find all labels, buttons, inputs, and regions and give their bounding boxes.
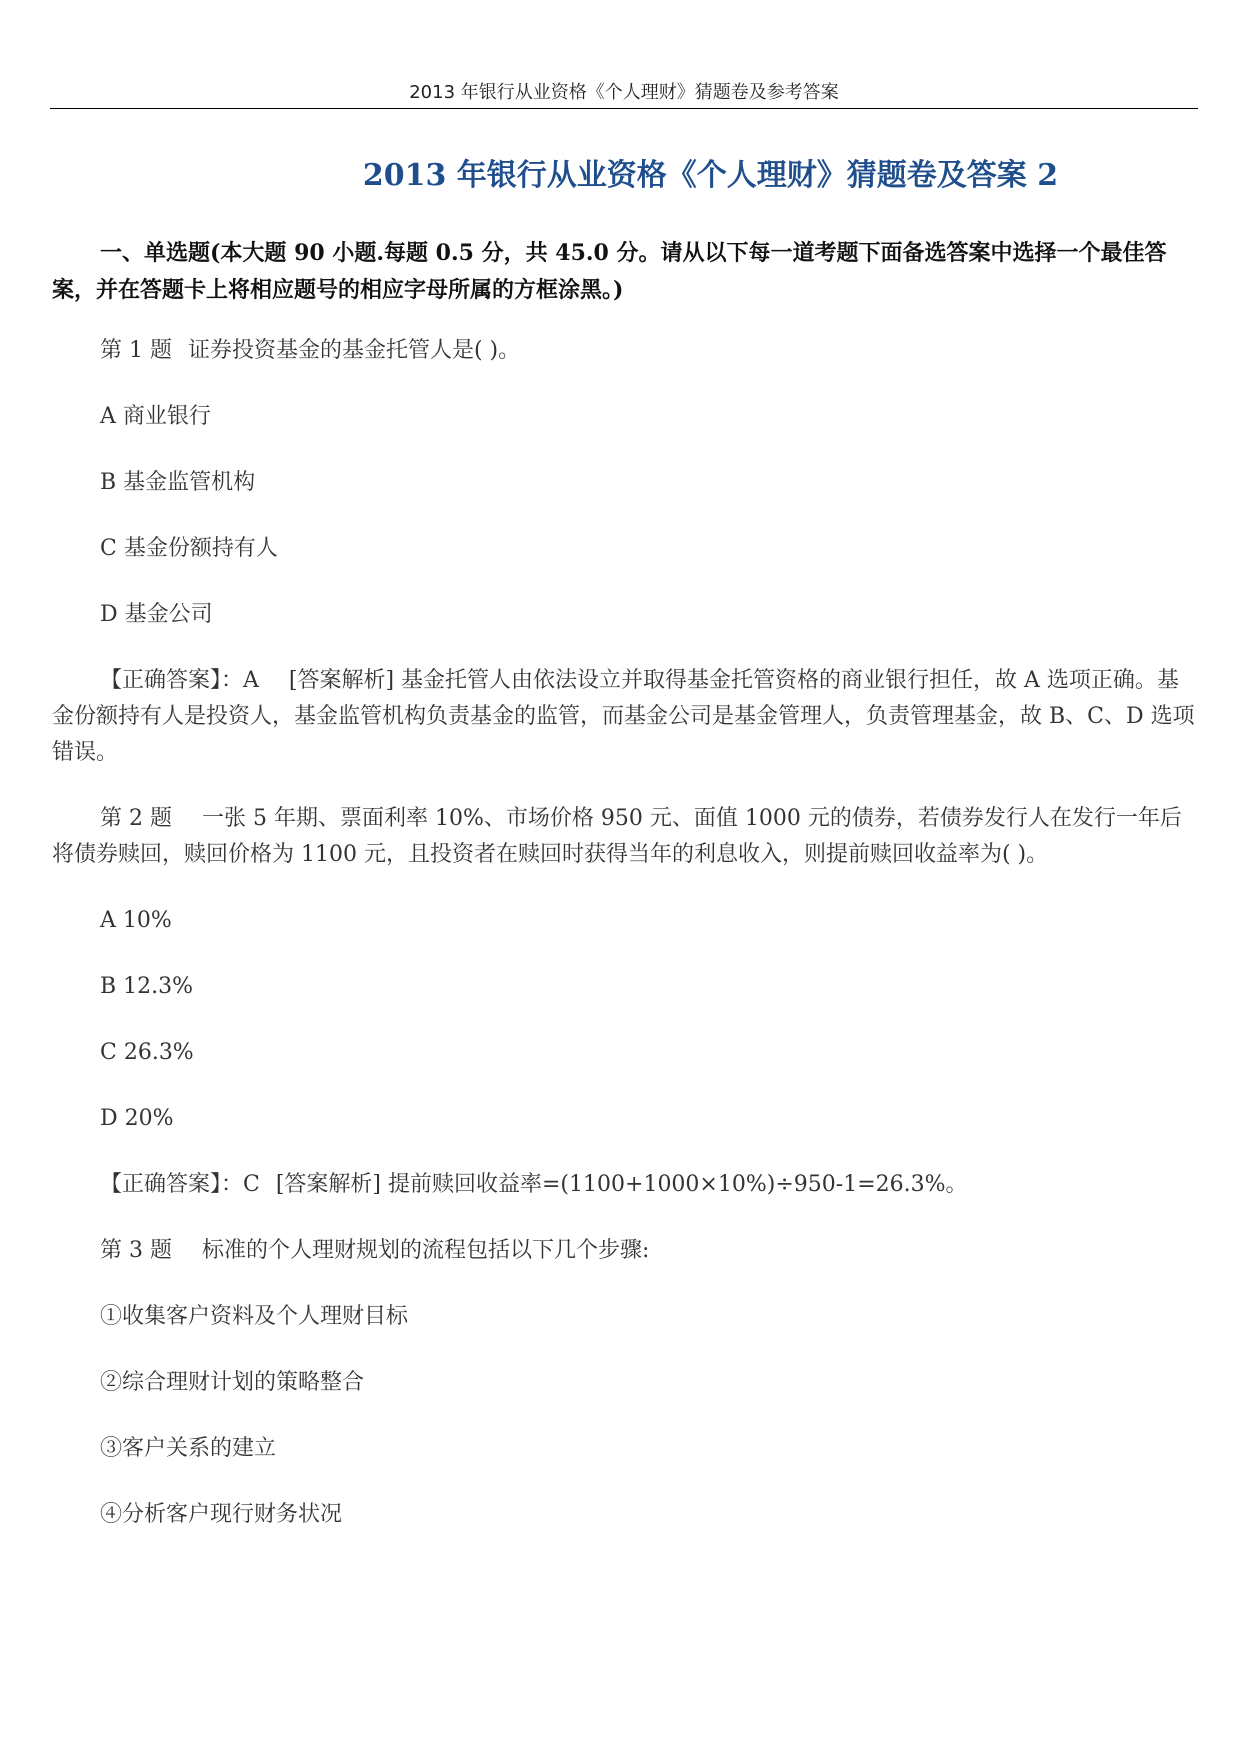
- section-heading: 一、单选题(本大题 90 小题.每题 0.5 分，共 45.0 分。请从以下每一道考题下面备选答案中选择一个最佳答案，并在答题卡上将相应题号的相应字母所属的方框涂黑。): [52, 240, 1167, 303]
- running-header: 2013 年银行从业资格《个人理财》猜题卷及参考答案: [409, 82, 839, 103]
- step-2: ②综合理财计划的策略整合: [100, 1370, 365, 1395]
- question-1: [52, 333, 1200, 369]
- step-4: ④分析客户现行财务状况: [100, 1502, 343, 1527]
- answer-2: [52, 1167, 1200, 1203]
- option-a: A 10%: [100, 908, 172, 933]
- question-3: [52, 1233, 1200, 1269]
- step-1: ①收集客户资料及个人理财目标: [100, 1304, 409, 1329]
- header-divider: [50, 108, 1198, 109]
- document-title: 2013 年银行从业资格《个人理财》猜题卷及答案 2: [362, 158, 1059, 193]
- question-text: 证券投资基金的基金托管人是( )。: [187, 338, 521, 363]
- option-b: B 基金监管机构: [100, 470, 256, 495]
- answer-explanation: [答案解析] 基金托管人由依法设立并取得基金托管资格的商业银行担任，故 A 选项正确。基金份额持有人是投资人，基金监管机构负责基金的监管，而基金公司是基金管理人，负责管理基金，故 B、C、D 选项错误。: [52, 668, 1195, 765]
- answer-label: 【正确答案】：A: [100, 668, 259, 693]
- question-number: 第 1 题: [100, 338, 172, 363]
- option-d: D 20%: [100, 1106, 174, 1131]
- option-c: C 基金份额持有人: [100, 536, 278, 561]
- question-2: [52, 801, 1200, 873]
- step-3: ③客户关系的建立: [100, 1436, 277, 1461]
- question-number: 第 2 题: [100, 806, 172, 831]
- question-number: 第 3 题: [100, 1238, 172, 1263]
- option-a: A 商业银行: [100, 404, 211, 429]
- document-body: [52, 235, 1200, 1563]
- option-b: B 12.3%: [100, 974, 194, 999]
- question-text: 标准的个人理财规划的流程包括以下几个步骤:: [201, 1238, 650, 1263]
- option-d: D 基金公司: [100, 602, 213, 627]
- answer-label: 【正确答案】：C: [100, 1172, 260, 1197]
- option-c: C 26.3%: [100, 1040, 194, 1065]
- answer-1: [52, 663, 1200, 771]
- question-text: 一张 5 年期、票面利率 10%、市场价格 950 元、面值 1000 元的债券，若债券发行人在发行一年后将债券赎回，赎回价格为 1100 元，且投资者在赎回时获得当年的利息收入，则提前赎回收益率为( )。: [52, 806, 1182, 867]
- answer-explanation: [答案解析] 提前赎回收益率=(1100+1000×10%)÷950-1=26.3%。: [275, 1172, 968, 1197]
